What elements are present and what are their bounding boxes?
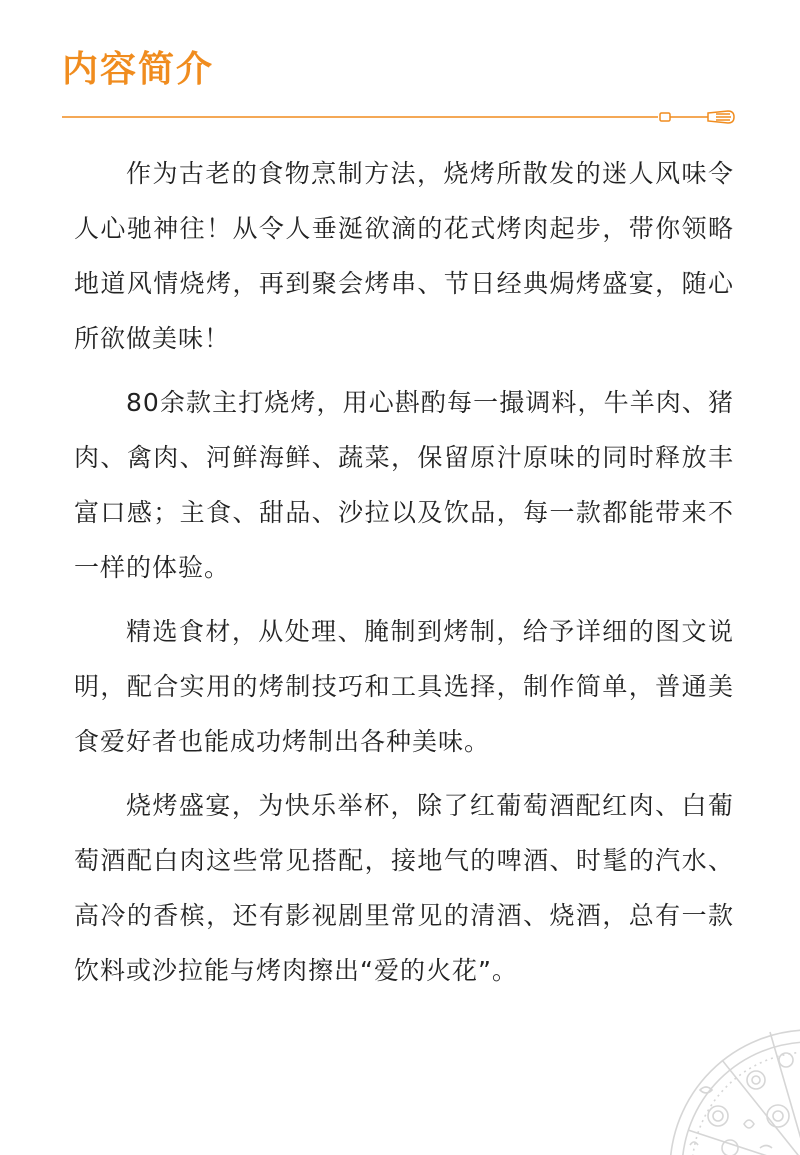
pizza-drawing-icon <box>660 1020 800 1155</box>
title-divider <box>62 110 742 124</box>
grill-spatula-icon <box>660 111 734 123</box>
paragraph: 80余款主打烧烤，用心斟酌每一撮调料，牛羊肉、猪肉、禽肉、河鲜海鲜、蔬菜，保留原汁原味的同时释放丰富口感；主食、甜品、沙拉以及饮品，每一款都能带来不一样的体验。 <box>74 388 734 582</box>
page-title: 内容简介 <box>62 49 215 90</box>
paragraph: 精选食材，从处理、腌制到烤制，给予详细的图文说明，配合实用的烤制技巧和工具选择，制作简单，普通美食爱好者也能成功烤制出各种美味。 <box>74 617 734 756</box>
paragraph: 烧烤盛宴，为快乐举杯，除了红葡萄酒配红肉、白葡萄酒配白肉这些常见搭配，接地气的啤酒、时髦的汽水、高冷的香槟，还有影视剧里常见的清酒、烧酒，总有一款饮料或沙拉能与烤肉擦出“爱的火花”。 <box>74 791 734 985</box>
introduction-body <box>74 146 734 998</box>
paragraph: 作为古老的食物烹制方法，烧烤所散发的迷人风味令人心驰神往！从令人垂涎欲滴的花式烤肉起步，带你领略地道风情烧烤，再到聚会烤串、节日经典焗烤盛宴，随心所欲做美味！ <box>74 159 734 353</box>
